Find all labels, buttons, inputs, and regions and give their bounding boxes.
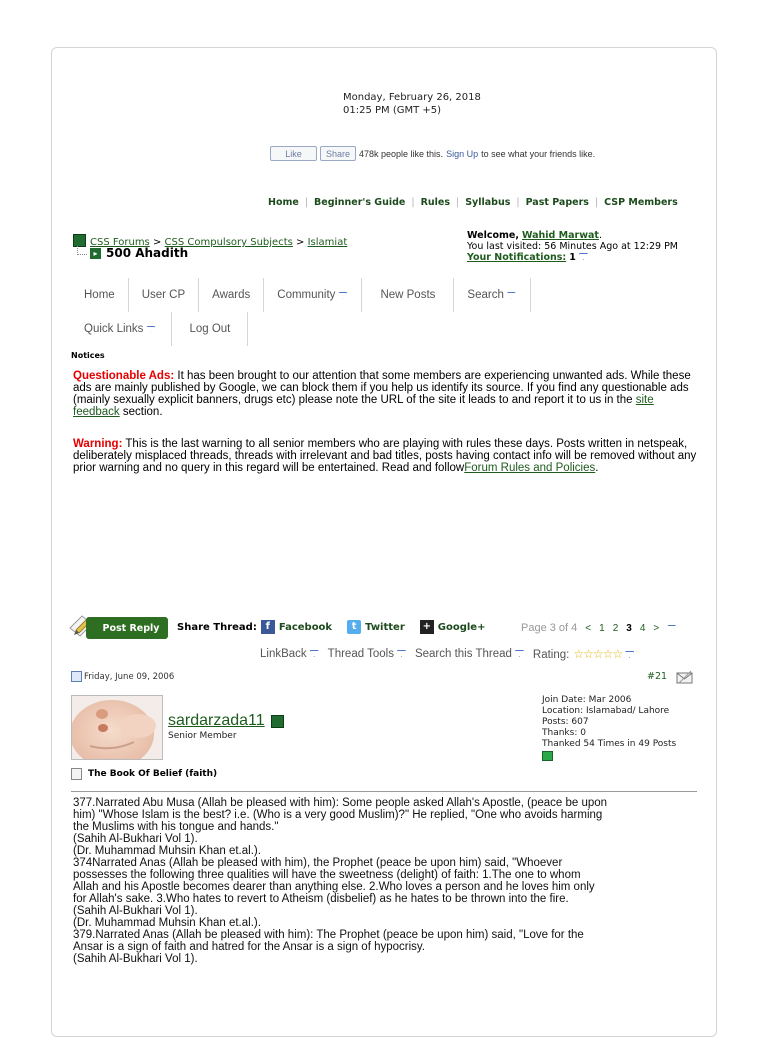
- top-nav-csp-members[interactable]: CSP Members: [604, 196, 678, 208]
- breadcrumb-islamiat[interactable]: Islamiat: [307, 237, 348, 248]
- go-arrow-icon: ▸: [90, 248, 101, 259]
- username-link[interactable]: sardarzada11: [168, 712, 265, 729]
- last-visited-text: You last visited: 56 Minutes Ago at 12:29 PM: [467, 241, 678, 252]
- breadcrumb-css-forums[interactable]: CSS Forums: [90, 237, 150, 248]
- site-feedback-link[interactable]: site feedback: [73, 394, 654, 418]
- fb-signup-link[interactable]: Sign Up: [446, 148, 479, 159]
- nav-awards[interactable]: Awards: [199, 278, 264, 312]
- post-author: [168, 712, 284, 730]
- post-body-line: Allah and his Apostle becomes dearer than anything else. 2.Who loves a person and he loves him only: [73, 881, 595, 893]
- top-nav-home[interactable]: Home: [268, 196, 299, 208]
- calendar-icon: [71, 671, 82, 682]
- page-current-3: 3: [626, 622, 632, 634]
- breadcrumb: CSS Forums > CSS Compulsory Subjects > Islamiat: [73, 234, 347, 248]
- top-nav-past-papers[interactable]: Past Papers: [525, 196, 589, 208]
- warning-notice-text: This is the last warning to all senior members who are playing with rules these days. Posts written in netspeak, deliberately misplaced threads, threads with irrelevant and bad titles, posts having contact info will be removed without any prior warning and no query in this regard will be entertained. Read and follow: [73, 438, 697, 474]
- page-title: 500 Ahadith: [106, 246, 189, 260]
- facebook-icon[interactable]: f: [261, 620, 275, 634]
- nav-new-posts[interactable]: New Posts: [362, 278, 454, 312]
- fb-like-count: 478k people like this.: [359, 148, 444, 159]
- top-nav-rules[interactable]: Rules: [420, 196, 450, 208]
- share-thread-label: Share Thread:: [177, 621, 257, 633]
- facebook-like-widget: [270, 145, 595, 162]
- thread-tools-menu[interactable]: Thread Tools: [328, 648, 406, 660]
- nav-community[interactable]: Community: [264, 278, 362, 312]
- report-post-icon[interactable]: [676, 670, 694, 685]
- post-body-line: (Sahih Al-Bukhari Vol 1).: [73, 833, 198, 845]
- user-location: Location: Islamabad/ Lahore: [542, 706, 670, 716]
- page-link-1[interactable]: 1: [599, 622, 605, 634]
- nav-home[interactable]: Home: [71, 278, 129, 312]
- post-number-link[interactable]: #21: [647, 671, 668, 682]
- post-body-line: 377.Narrated Abu Musa (Allah be pleased with him): Some people asked Allah's Apostle, (peace be upon: [73, 797, 608, 809]
- fb-like-label: Like: [285, 148, 302, 159]
- join-date: Join Date: Mar 2006: [542, 695, 632, 705]
- chevron-down-icon: [625, 651, 634, 658]
- page-link-2[interactable]: 2: [612, 622, 619, 634]
- google-plus-icon[interactable]: +: [420, 620, 434, 634]
- twitter-icon[interactable]: t: [347, 620, 361, 634]
- post-body-line: Ansar is a sign of faith and hatred for the Ansar is a sign of hypocrisy.: [73, 941, 426, 953]
- top-nav: Home | Beginner's Guide | Rules | Syllabus | Past Papers | CSP Members: [262, 195, 684, 209]
- notice-questionable-ads: Questionable Ads: It has been brought to our attention that some members are experiencing unwanted ads. While these ads are mainly published by Google, we can block them if you help us identify its source. If you find any questionable ads (mainly sexually explicit banners, drugs etc) please note the URL of the site it leads to and report it to us in the site feedback section.: [73, 370, 691, 418]
- prev-page-link[interactable]: <: [585, 622, 592, 634]
- ads-notice-text: It has been brought to our attention that some members are experiencing unwanted ads. While these ads are mainly published by Google, we can block them if you help us identify its source. If you find any questionable ads (mainly sexually explicit banners, drugs etc) please note the URL of the site it leads to and report it to us in the: [73, 370, 691, 406]
- tree-connector: [77, 246, 87, 255]
- chevron-down-icon: [310, 650, 319, 657]
- post-reply-label: Post Reply: [102, 622, 160, 634]
- notifications-count: 1: [569, 252, 576, 263]
- share-facebook-link[interactable]: Facebook: [278, 621, 333, 633]
- share-googleplus-link[interactable]: Google+: [437, 621, 486, 633]
- chevron-down-icon[interactable]: [667, 625, 676, 632]
- nav-log-out[interactable]: Log Out: [172, 312, 248, 346]
- user-post-count: Posts: 607: [542, 717, 589, 727]
- post-body-line: 374Narrated Anas (Allah be pleased with him), the Prophet (peace be upon him) said, "Whoever: [73, 857, 563, 869]
- search-thread-menu[interactable]: Search this Thread: [415, 648, 524, 660]
- online-status-icon: [271, 715, 284, 728]
- thread-tools-bar: [260, 647, 643, 661]
- post-body-line: (Sahih Al-Bukhari Vol 1).: [73, 905, 198, 917]
- share-thread: [177, 620, 500, 634]
- post-reply-button[interactable]: [68, 614, 170, 640]
- user-role: Senior Member: [168, 731, 237, 741]
- nav-search[interactable]: Search: [454, 278, 530, 312]
- top-nav-beginners-guide[interactable]: Beginner's Guide: [314, 196, 406, 208]
- document-icon: [71, 768, 82, 780]
- reputation-icon: [542, 751, 553, 761]
- post-body-line: for Allah's sake. 3.Who hates to revert to Atheism (disbelief) as he hates to be thrown into the fire.: [73, 893, 569, 905]
- top-nav-syllabus[interactable]: Syllabus: [465, 196, 511, 208]
- main-nav-row-1: [71, 278, 531, 312]
- post-body-line: possesses the following three qualities will have the sweetness (delight) of faith: 1.The one to whom: [73, 869, 581, 881]
- chevron-down-icon: [397, 650, 406, 657]
- post-body-line: 379.Narrated Anas (Allah be pleased with him): The Prophet (peace be upon him) said, "Love for the: [73, 929, 584, 941]
- linkback-menu[interactable]: LinkBack: [260, 648, 319, 660]
- post-title: The Book Of Belief (faith): [88, 769, 218, 779]
- post-title-row: [71, 768, 217, 780]
- time-text: 01:25 PM (GMT +5): [343, 105, 442, 116]
- chevron-down-icon: [507, 292, 516, 299]
- chevron-down-icon[interactable]: [579, 253, 588, 260]
- fb-like-button[interactable]: [270, 146, 317, 161]
- current-date: [343, 91, 481, 117]
- main-nav-row-2: [71, 312, 248, 346]
- chevron-down-icon: [338, 292, 347, 299]
- ads-notice-title: Questionable Ads:: [73, 370, 175, 382]
- welcome-username-link[interactable]: Wahid Marwat: [521, 230, 599, 241]
- chevron-down-icon: [515, 650, 524, 657]
- date-text: Monday, February 26, 2018: [343, 92, 481, 103]
- rating-menu[interactable]: Rating: ☆☆☆☆☆: [533, 647, 634, 661]
- user-thanked: Thanked 54 Times in 49 Posts: [542, 739, 677, 749]
- fb-share-label: Share: [325, 148, 351, 159]
- forum-rules-link[interactable]: Forum Rules and Policies: [464, 462, 596, 474]
- fb-share-button[interactable]: [320, 146, 356, 161]
- divider: [71, 791, 697, 792]
- next-page-link[interactable]: >: [653, 622, 660, 634]
- page-title-row: [77, 246, 188, 260]
- baby-photo: [72, 696, 163, 760]
- nav-user-cp[interactable]: User CP: [129, 278, 199, 312]
- rating-stars-icon: ☆☆☆☆☆: [573, 647, 623, 661]
- post-body-line: (Dr. Muhammad Muhsin Khan et.al.).: [73, 917, 261, 929]
- notice-warning: Warning: This is the last warning to all senior members who are playing with rules these days. Posts written in netspeak, deliberately misplaced threads, threads with irrelevant and bad titles, posts having contact info will be removed without any prior warning and no query in this regard will be entertained. Read and followForum Rules and Policies.: [73, 438, 697, 474]
- post-body-line: (Dr. Muhammad Muhsin Khan et.al.).: [73, 845, 261, 857]
- post-date: Friday, June 09, 2006: [71, 671, 174, 682]
- pagination: [521, 622, 676, 634]
- notifications-link[interactable]: Your Notifications:: [467, 252, 567, 263]
- page-indicator: Page 3 of 4: [521, 622, 578, 634]
- post-body-line: the Muslims with his tongue and hands.": [73, 821, 279, 833]
- avatar[interactable]: [71, 695, 163, 760]
- nav-quick-links[interactable]: Quick Links: [71, 312, 172, 346]
- breadcrumb-compulsory-subjects[interactable]: CSS Compulsory Subjects: [164, 237, 293, 248]
- post-body: [73, 797, 701, 965]
- post-body-line: (Sahih Al-Bukhari Vol 1).: [73, 953, 198, 965]
- user-info: [542, 695, 676, 750]
- chevron-down-icon: [146, 326, 155, 333]
- warning-notice-title: Warning:: [73, 438, 123, 450]
- page-link-4[interactable]: 4: [639, 622, 646, 634]
- post-body-line: him) "Whose Islam is the best? i.e. (Who is a very good Muslim)?" He replied, "One who avoids harming: [73, 809, 603, 821]
- share-twitter-link[interactable]: Twitter: [365, 621, 405, 633]
- fb-tail-text: to see what your friends like.: [481, 148, 596, 159]
- welcome-box: Welcome, Wahid Marwat. You last visited: 56 Minutes Ago at 12:29 PM Your Notifications: 1: [467, 230, 678, 263]
- notices-label: Notices: [71, 351, 105, 360]
- user-thanks: Thanks: 0: [542, 728, 586, 738]
